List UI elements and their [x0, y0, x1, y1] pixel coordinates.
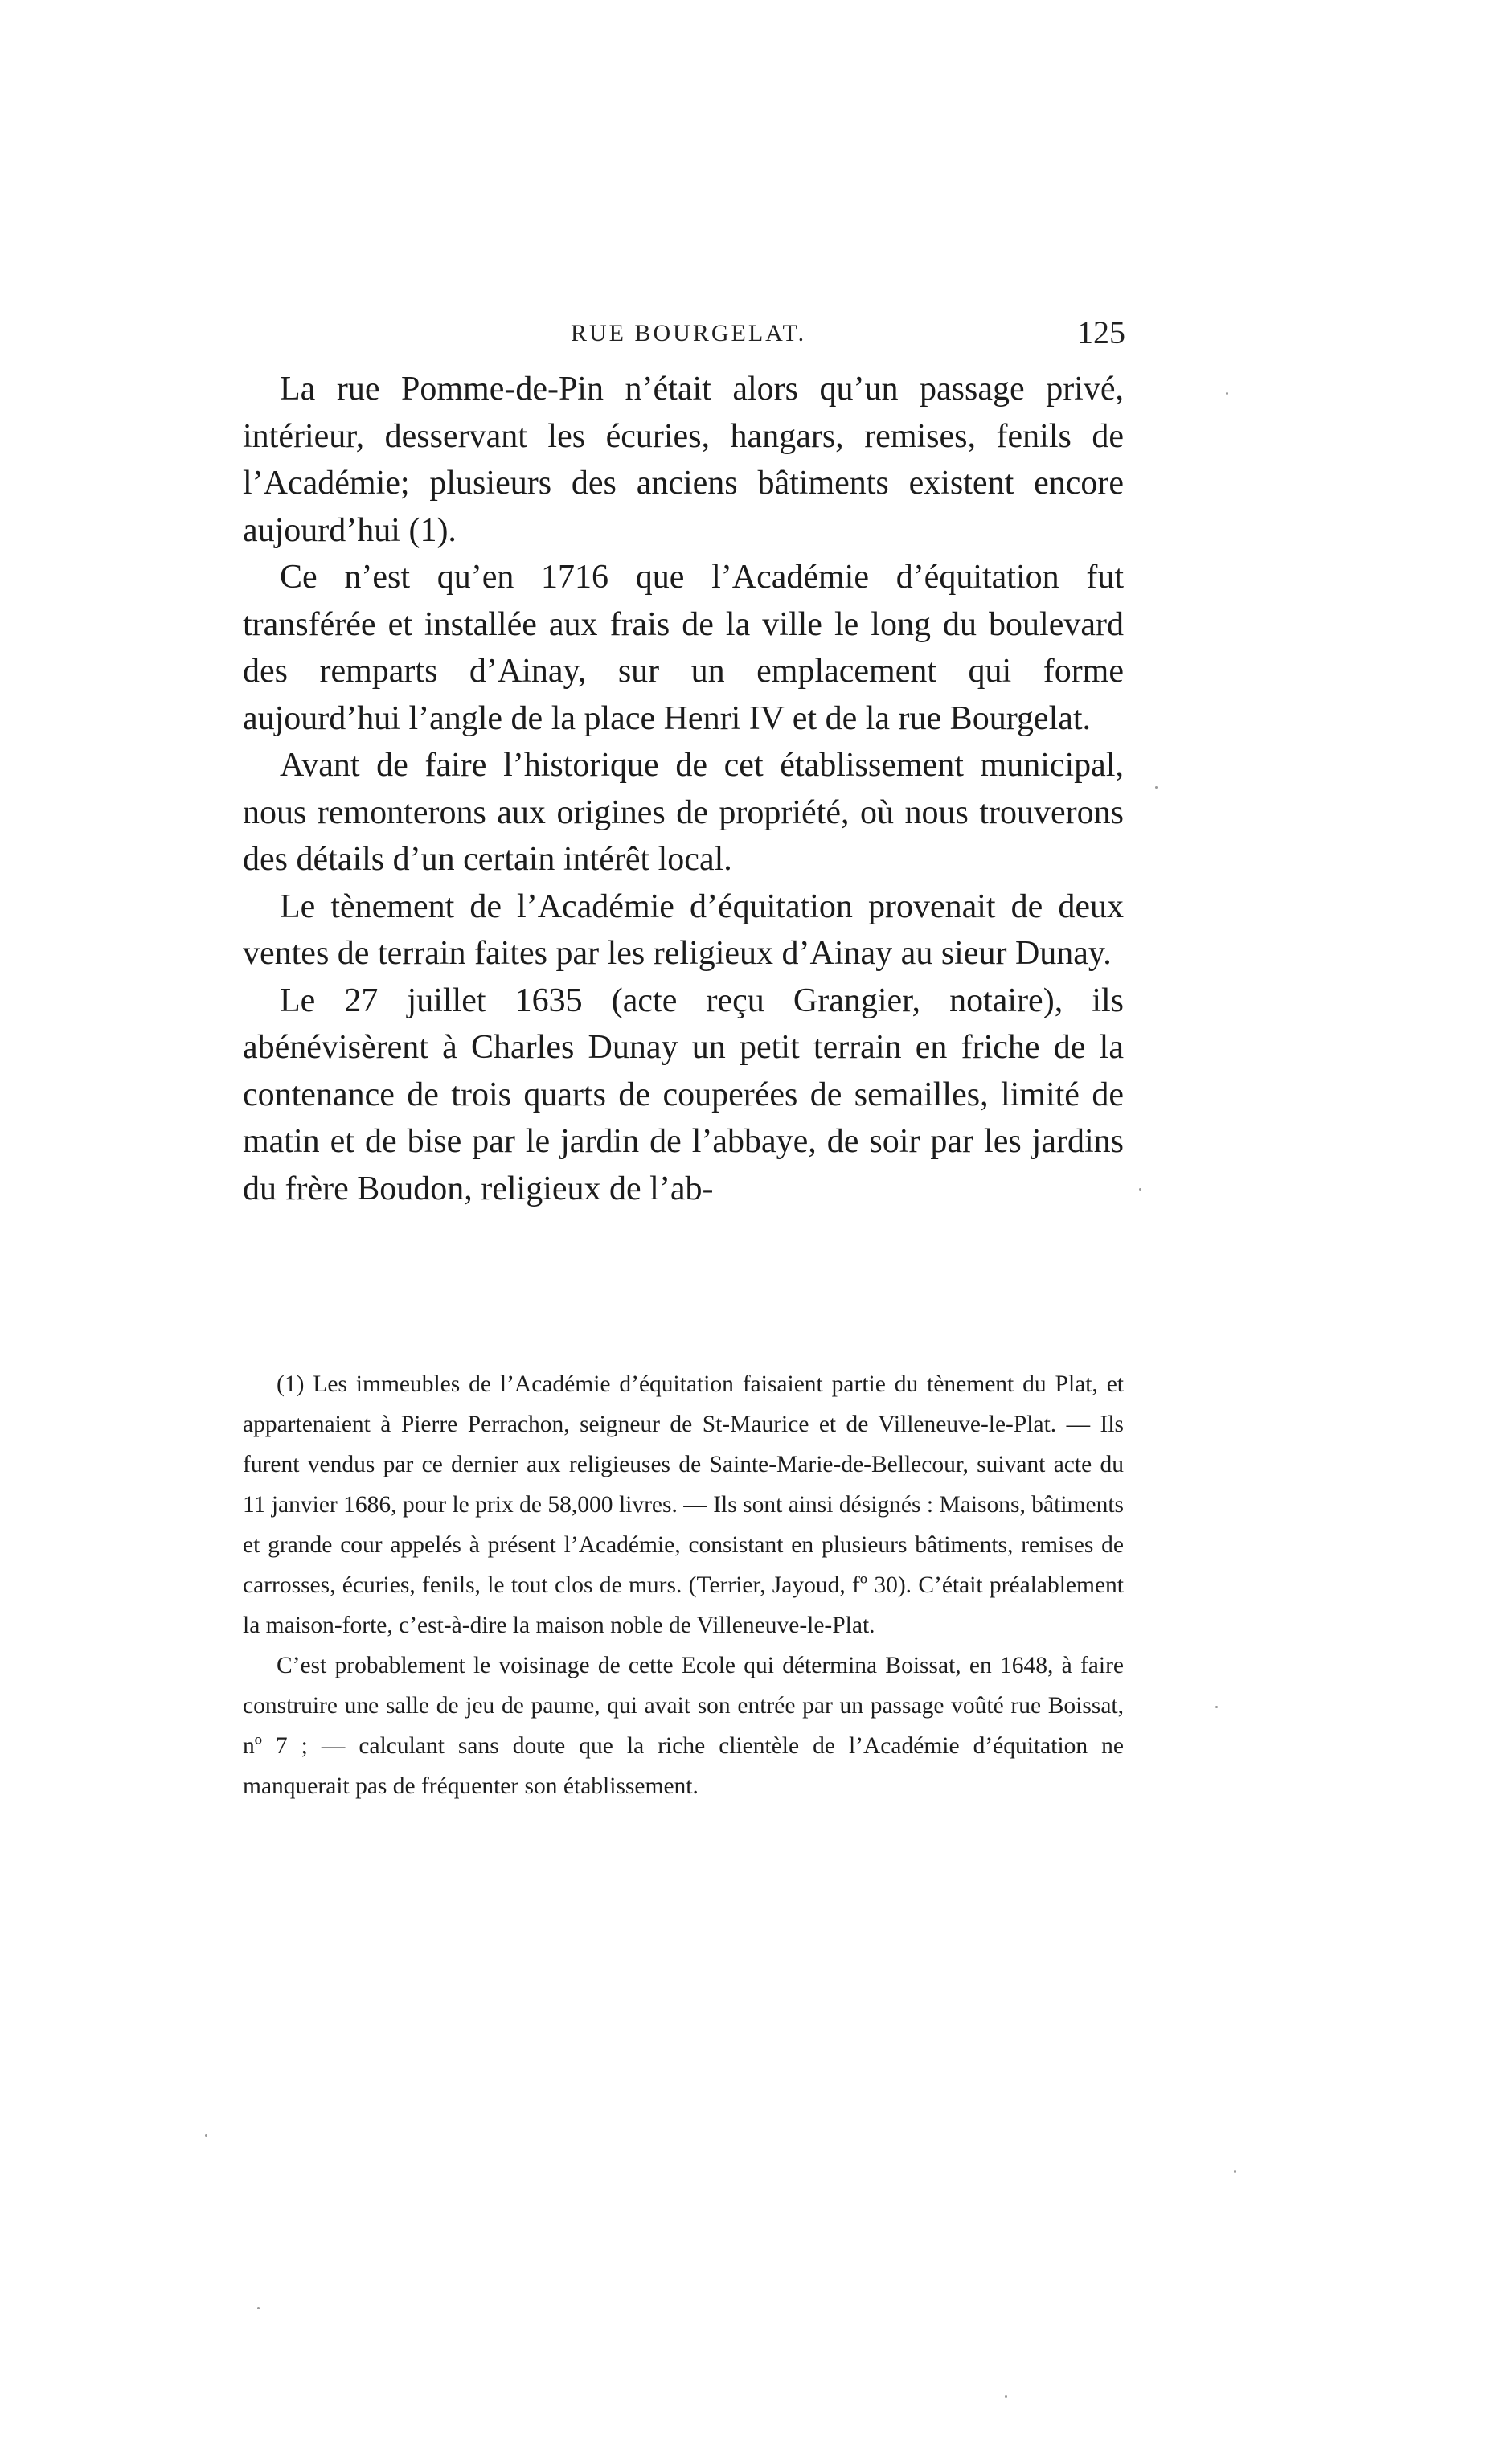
paragraph: La rue Pomme-de-Pin n’était alors qu’un passage privé, intérieur, desservant les écuries, hangars, remises, fenils de l’Académie; plusieurs des anciens bâtiments existent encore aujourd’hui (1).	[243, 371, 1124, 549]
scan-speck	[1234, 2170, 1236, 2173]
paragraph: Avant de faire l’historique de cet établissement municipal, nous remonterons aux origines de propriété, où nous trouverons des détails d’un certain intérêt local.	[243, 747, 1124, 878]
paragraph: Le 27 juillet 1635 (acte reçu Grangier, notaire), ils abénévisèrent à Charles Dunay un petit terrain en friche de la contenance de trois quarts de couperées de semailles, limité de matin et de bise par le jardin de l’abbaye, de soir par les jardins du frère Boudon, religieux de l’ab-	[243, 982, 1124, 1207]
scan-speck	[1155, 786, 1158, 789]
paragraph: Le tènement de l’Académie d’équitation provenait de deux ventes de terrain faites par les religieux d’Ainay au sieur Dunay.	[243, 887, 1124, 972]
footnote: C’est probablement le voisinage de cette Ecole qui détermina Boissat, en 1648, à faire construire une salle de jeu de paume, qui avait son entrée par un passage voûté rue Boissat, nº 7 ; — calculant sans doute que la riche clientèle de l’Académie d’équitation ne manquerait pas de fréquenter son établissement.	[243, 1653, 1124, 1799]
footnote: (1) Les immeubles de l’Académie d’équitation faisaient partie du tènement du Plat, et appartenaient à Pierre Perrachon, seigneur de St-Maurice et de Villeneuve-le-Plat. — Ils furent vendus par ce dernier aux religieuses de Sainte-Marie-de-Bellecour, suivant acte du 11 janvier 1686, pour le prix de 58,000 livres. — Ils sont ainsi désignés : Maisons, bâtiments et grande cour appelés à présent l’Académie, consistant en plusieurs bâtiments, remises de carrosses, écuries, fenils, le tout clos de murs. (Terrier, Jayoud, fº 30). C’était préalablement la maison-forte, c’est-à-dire la maison noble de Villeneuve-le-Plat.	[243, 1371, 1124, 1638]
scan-speck	[1139, 1188, 1141, 1191]
scan-speck	[257, 2307, 260, 2309]
scan-speck	[1215, 1706, 1218, 1708]
running-title: RUE BOURGELAT.	[571, 320, 807, 346]
paragraph: Ce n’est qu’en 1716 que l’Académie d’équitation fut transférée et installée aux frais de la ville le long du boulevard des remparts d’Ainay, sur un emplacement qui forme aujourd’hui l’angle de la place Henri IV et de la rue Bourgelat.	[243, 559, 1124, 737]
page-number: 125	[1077, 314, 1125, 350]
main-text	[243, 366, 1124, 1212]
scan-speck	[205, 2134, 207, 2137]
page-header	[241, 312, 1125, 360]
scan-speck	[1226, 392, 1228, 395]
footnotes	[243, 1364, 1124, 1806]
scan-speck	[1005, 2395, 1007, 2398]
